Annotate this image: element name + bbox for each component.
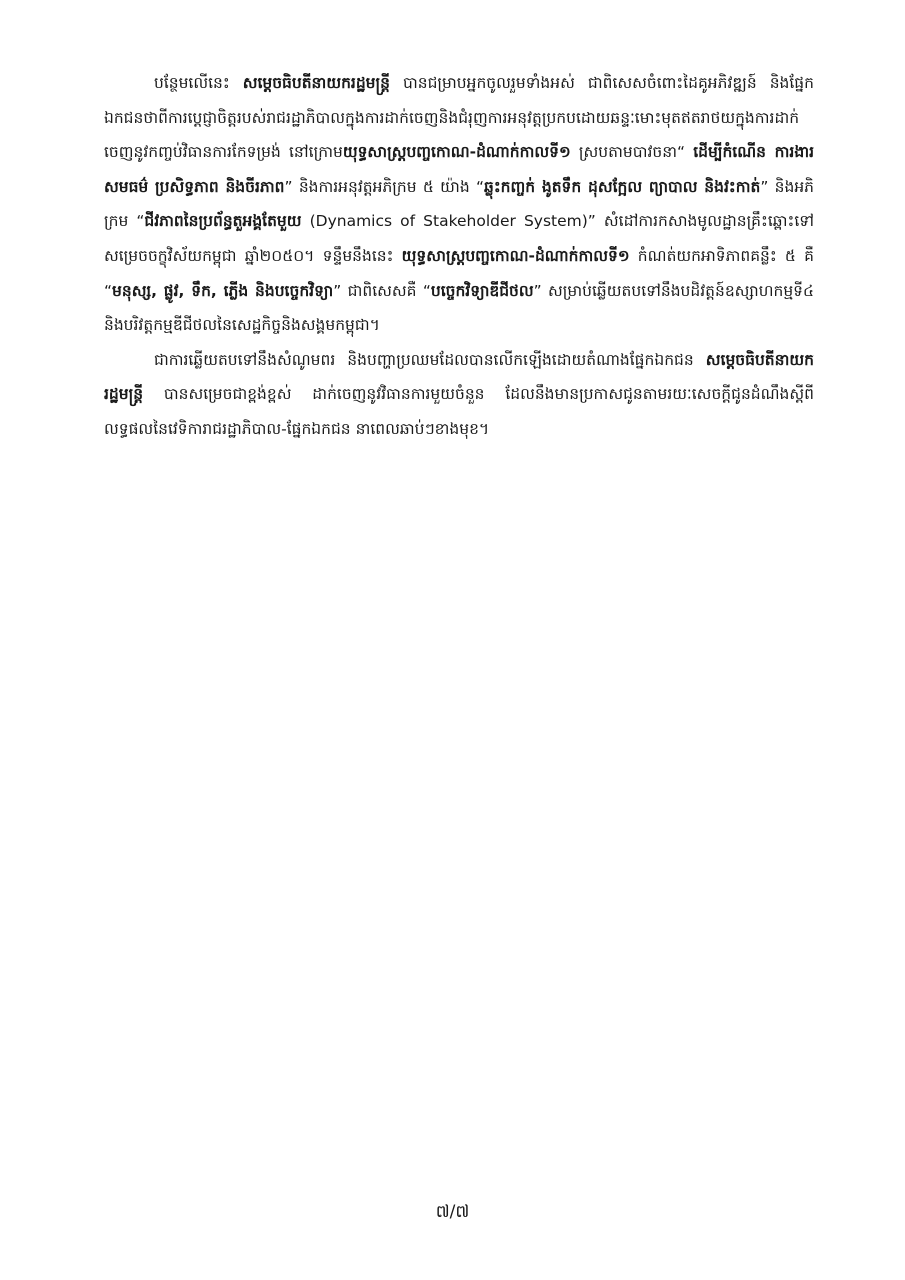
paragraph (104, 66, 814, 343)
document-body (104, 66, 814, 447)
bold-phrase: ឆ្លុះកញ្ចក់ ងូតទឹក ដុសក្អែល ព្យាបាល និងវះកាត់ (484, 177, 761, 196)
text-run: បានជម្រាបអ្នកចូលរួមទាំងអស់ ជាពិសេសចំពោះដៃគូអភិវឌ្ឍន៍ និងផ្នែកឯកជនថាពីការប្តេជ្ញាចិត្តរបស់រាជរដ្ឋាភិបាលក្នុងការដាក់ចេញនិងជំរុញការអនុវត្តប្រកបដោយឆន្ទៈមោះមុតឥតរាថយក្នុងការដាក់ចេញនូវកញ្ចប់វិធានការកែទម្រង់ នៅក្រោម (104, 74, 814, 162)
bold-phrase: បច្ចេកវិទ្យាឌីជីថល (430, 281, 534, 300)
text-run: ” និងការអនុវត្តអភិក្រម ៥ យ៉ាង “ (284, 177, 485, 196)
text-run: បានសម្រេចជាខ្ពង់ខ្ពស់ ដាក់ចេញនូវវិធានការមួយចំនួន ដែលនឹងមានប្រកាសជូនតាមរយៈសេចក្តីជូនដំណឹងស្តីពីលទ្ធផលនៃវេទិការាជរដ្ឋាភិបាល-ផ្នែកឯកជន នាពេលឆាប់ៗខាងមុខ។ (104, 385, 814, 438)
bold-phrase: យុទ្ធសាស្ត្របញ្ចកោណ-ដំណាក់កាលទី១ (342, 143, 571, 162)
page-number: ៧/៧ (435, 1202, 470, 1222)
bold-phrase: មនុស្ស, ផ្លូវ, ទឹក, ភ្លើង និងបច្ចេកវិទ្យា (112, 281, 334, 300)
bold-phrase: សម្តេចធិបតីនាយករដ្ឋមន្ត្រី (104, 350, 814, 404)
text-run: (Dynamics of Stakeholder System)” សំដៅការកសាងមូលដ្ឋានគ្រឹះឆ្ពោះទៅសម្រេចចក្ខុវិស័យកម្ពុជា ឆ្នាំ២០៥០។ ទន្ទឹមនឹងនេះ (104, 212, 814, 265)
bold-phrase: ជីវភាពនៃប្រព័ន្ធតួអង្គតែមួយ (144, 212, 302, 231)
text-run: ស្របតាមបាវចនា“ (570, 143, 694, 162)
bold-phrase: សម្តេចធិបតីនាយករដ្ឋមន្ត្រី (242, 74, 390, 92)
paragraph (104, 343, 814, 447)
text-run: កំណត់យកអាទិភាពគន្លឹះ ៥ គឺ “ (104, 246, 814, 300)
bold-phrase: យុទ្ធសាស្ត្របញ្ចកោណ-ដំណាក់កាលទី១ (401, 246, 630, 265)
bold-phrase: ដើម្បីកំណើន ការងារ សមធម៌ ប្រសិទ្ធភាព និងចីរភាព (104, 143, 814, 196)
text-run: ” ជាពិសេសគឺ “ (333, 281, 431, 300)
text-run: ” និងអភិក្រម “ (104, 177, 814, 231)
text-run: ជាការឆ្លើយតបទៅនឹងសំណូមពរ និងបញ្ហាប្រឈមដែលបានលើកឡើងដោយតំណាងផ្នែកឯកជន (154, 350, 706, 369)
text-run: បន្ថែមលើនេះ (154, 74, 243, 92)
text-run: ” សម្រាប់ឆ្លើយតបទៅនឹងបដិវត្តន៍ឧស្សាហកម្មទី៤ និងបរិវត្តកម្មឌីជីថលនៃសេដ្ឋកិច្ចនិងសង្គមកម្ពុជា។ (104, 281, 814, 335)
